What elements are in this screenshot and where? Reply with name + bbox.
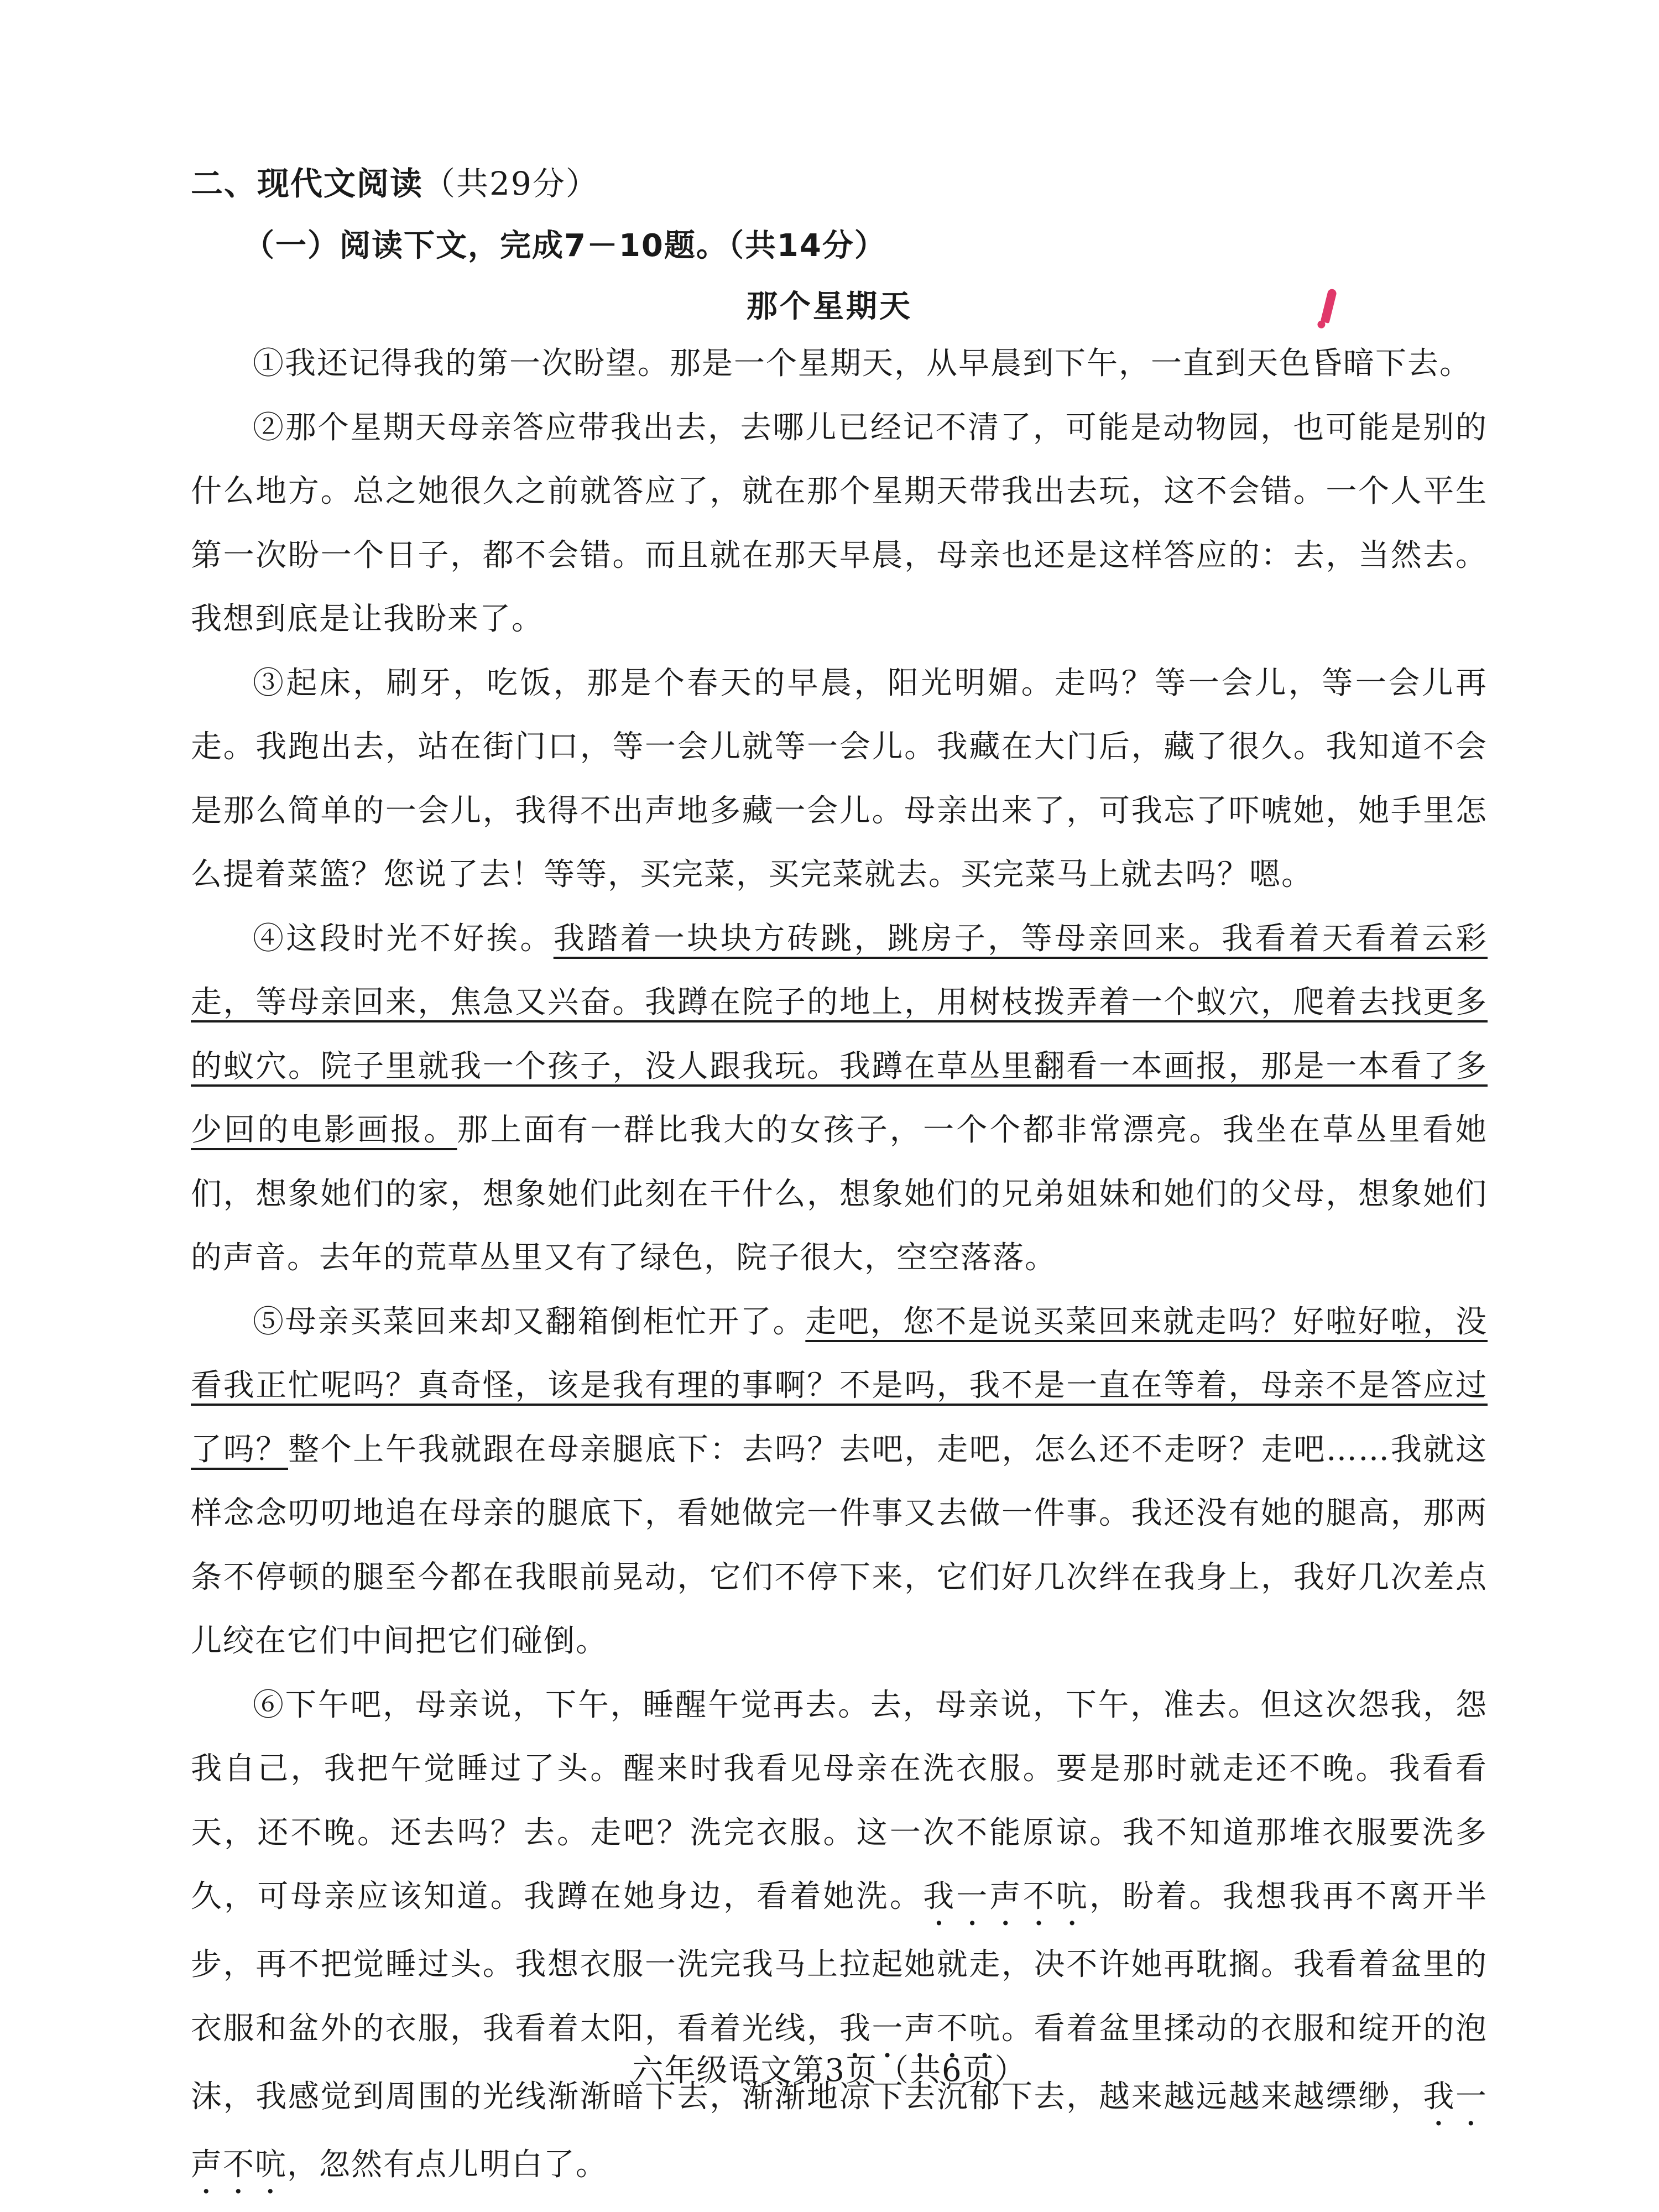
- paragraph-4-text-b: 那上面有一群比我大的女孩子，一个个都非常漂亮。我坐在草丛里看她们，想象她们的家，想象她们此刻在干什么，想象她们的兄弟姐妹和她们的父母，想象她们的声音。去年的荒草丛里又有了绿色，院子很大，空空落落。: [191, 1112, 1488, 1276]
- section-score: （共29分）: [423, 165, 599, 202]
- paragraph-3: [191, 651, 1488, 907]
- paragraph-5-underlined: 走吧，您不是说买菜回来就走吗？好啦好啦，没看我正忙呢吗？真奇怪，该是我有理的事啊？不是吗，我不是一直在等着，母亲不是答应过了吗？: [191, 1303, 1488, 1468]
- paragraph-2: [191, 396, 1488, 651]
- section-heading: [191, 158, 599, 204]
- paragraph-6-text-a: ⑥下午吧，母亲说，下午，睡醒午觉再去。去，母亲说，下午，准去。但这次怨我，怨我自己，我把午觉睡过了头。醒来时我看见母亲在洗衣服。要是那时就走还不晚。我看看天，还不晚。还去吗？去。走吧？洗完衣服。这一次不能原谅。我不知道那堆衣服要洗多久，可母亲应该知道。我蹲在她身边，看着她洗。: [191, 1687, 1488, 1914]
- paragraph-5: [191, 1290, 1488, 1673]
- paragraph-6-emphasis-3: 我一声不吭: [191, 2078, 1488, 2183]
- article-body: [191, 332, 1488, 2201]
- paragraph-1-text: ①我还记得我的第一次盼望。那是一个星期天，从早晨到下午，一直到天色昏暗下去。: [253, 346, 1472, 382]
- paragraph-4-text-a: ④这段时光不好挨。: [253, 920, 554, 957]
- article-title: 那个星期天: [747, 289, 912, 325]
- paragraph-6-emphasis-1: 我一声不吭: [923, 1879, 1089, 1914]
- page-footer: 六年级语文第3页（共6页）: [632, 2053, 1027, 2089]
- paragraph-4: [191, 907, 1488, 1290]
- paragraph-6-text-d: ，忽然有点儿明白了。: [287, 2146, 608, 2183]
- section-heading-text: 二、现代文阅读: [191, 165, 424, 202]
- paragraph-6-emphasis-2: 我一声不吭: [839, 2010, 1002, 2047]
- paragraph-4-underlined: 我踏着一块块方砖跳，跳房子，等母亲回来。我看着天看着云彩走，等母亲回来，焦急又兴奋。我蹲在院子的地上，用树枝拨弄着一个蚁穴，爬着去找更多的蚁穴。院子里就我一个孩子，没人跟我玩。我蹲在草丛里翻看一本画报，那是一本看了多少回的电影画报。: [191, 920, 1488, 1148]
- paragraph-5-text-b: 整个上午我就跟在母亲腿底下：去吗？去吧，走吧，怎么还不走呀？走吧……我就这样念念叨叨地追在母亲的腿底下，看她做完一件事又去做一件事。我还没有她的腿高，那两条不停顿的腿至今都在我眼前晃动，它们不停下来，它们好几次绊在我身上，我好几次差点儿绞在它们中间把它们碰倒。: [191, 1431, 1488, 1659]
- paragraph-6-text-c: 。看着盆里揉动的衣服和绽开的泡沫，我感觉到周围的光线渐渐暗下去，渐渐地凉下去沉郁下去，越来越远越来越缥缈，: [191, 2010, 1488, 2115]
- subsection-heading: （一）阅读下文，完成7－10题。（共14分）: [243, 228, 886, 264]
- paragraph-2-text: ②那个星期天母亲答应带我出去，去哪儿已经记不清了，可能是动物园，也可能是别的什么地方。总之她很久之前就答应了，就在那个星期天带我出去玩，这不会错。一个人平生第一次盼一个日子，都不会错。而且就在那天早晨，母亲也还是这样答应的：去，当然去。我想到底是让我盼来了。: [191, 409, 1488, 637]
- paragraph-3-text: ③起床，刷牙，吃饭，那是个春天的早晨，阳光明媚。走吗？等一会儿，等一会儿再走。我跑出去，站在街门口，等一会儿就等一会儿。我藏在大门后，藏了很久。我知道不会是那么简单的一会儿，我得不出声地多藏一会儿。母亲出来了，可我忘了吓唬她，她手里怎么提着菜篮？您说了去！等等，买完菜，买完菜就去。买完菜马上就去吗？嗯。: [191, 665, 1488, 893]
- paragraph-5-text-a: ⑤母亲买菜回来却又翻箱倒柜忙开了。: [253, 1303, 806, 1340]
- paragraph-6-text-b: ，盼着。我想我再不离开半步，再不把觉睡过头。我想衣服一洗完我马上拉起她就走，决不许她再耽搁。我看着盆里的衣服和盆外的衣服，我看着太阳，看着光线，: [191, 1879, 1488, 2047]
- paragraph-6: [191, 1673, 1488, 2201]
- paragraph-1: [191, 332, 1488, 396]
